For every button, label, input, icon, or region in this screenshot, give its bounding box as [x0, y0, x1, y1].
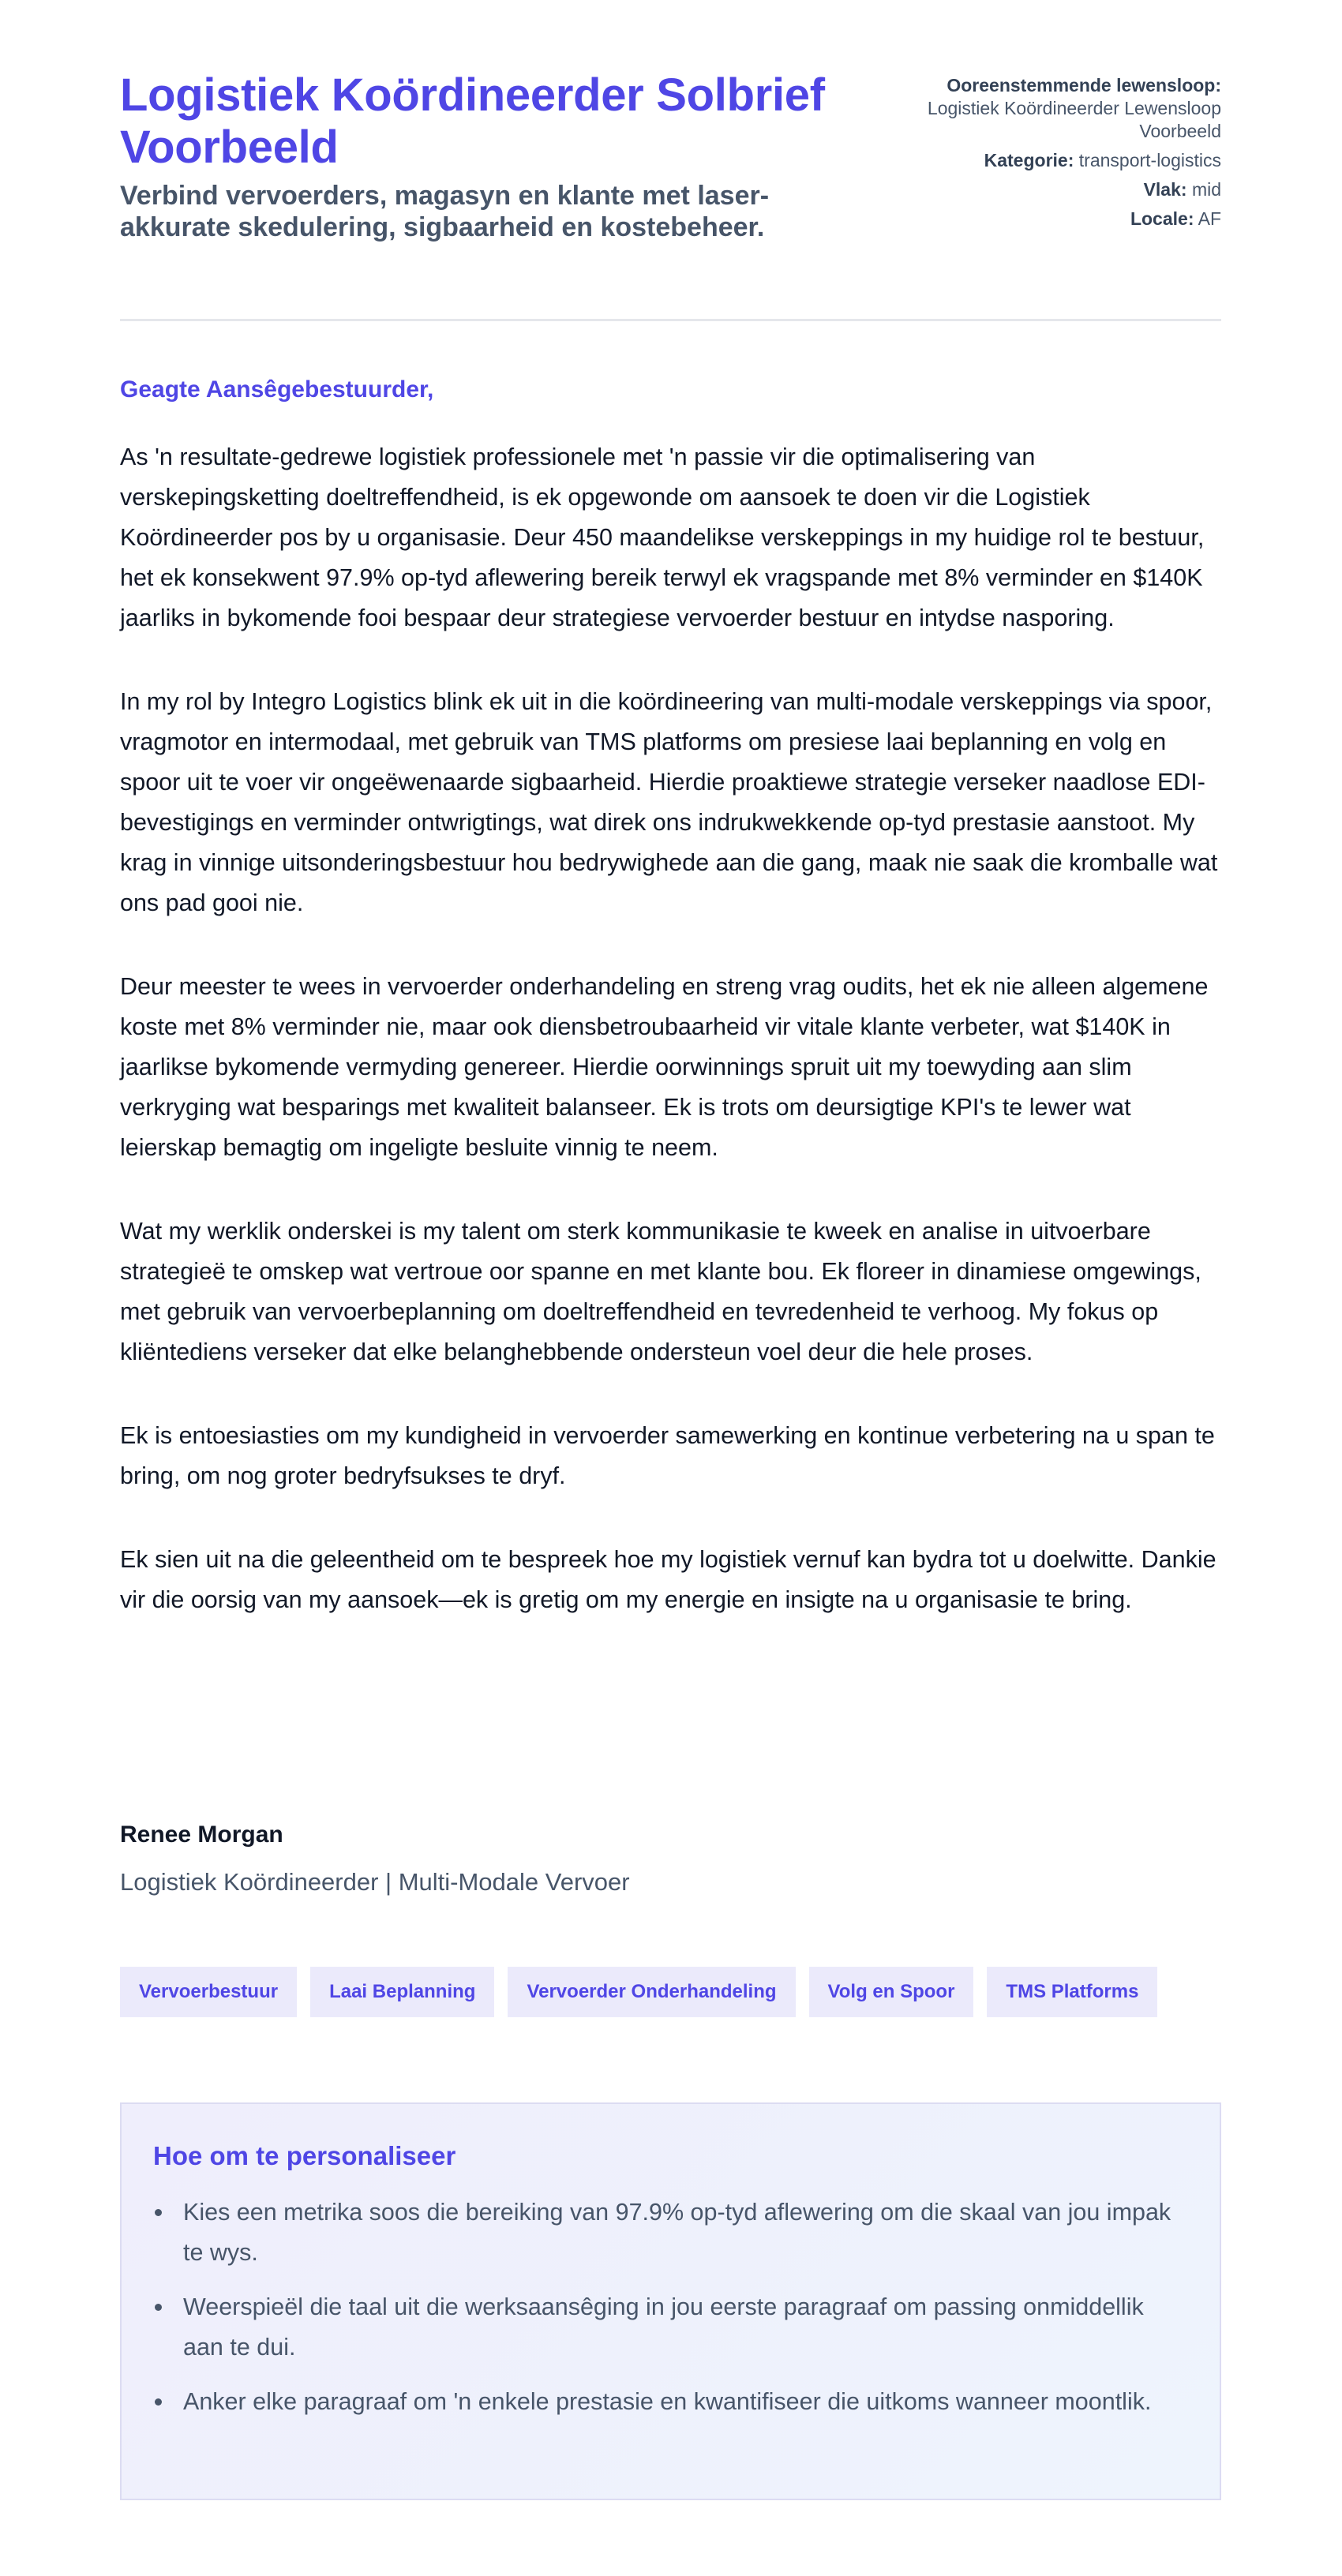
tips-item-text: Weerspieël die taal uit die werksaansêging in jou eerste paragraaf om passing onmiddellik aan te dui.: [183, 2293, 1144, 2361]
meta-category-value: transport-logistics: [1078, 150, 1221, 170]
bullet-icon: [155, 2209, 162, 2216]
meta-resume-value: Logistiek Koördineerder Lewensloop Voorbeeld: [927, 98, 1221, 141]
meta-locale: [850, 208, 1221, 230]
meta-level-value: mid: [1191, 179, 1221, 200]
letter-paragraph: As 'n resultate-gedrewe logistiek professionele met 'n passie vir die optimalisering van verskepingsketting doeltreffendheid, is ek opgewonde om aansoek te doen vir die Logistiek Koördineerder pos by u organisasie. Deur 450 maandelikse verskeppings in my huidige rol te bestuur, het ek konsekwent 97.9% op-tyd aflewering bereik terwyl ek vragspande met 8% verminder en $140K jaarliks in bykomende fooi bespaar deur strategiese vervoerder bestuur en intydse nasporing.: [120, 444, 1205, 631]
skill-tag: Volg en Spoor: [809, 1967, 974, 2017]
letter-body: [120, 437, 1221, 1664]
skill-tag: Laai Beplanning: [310, 1967, 494, 2017]
meta-info: [850, 74, 1221, 237]
tips-item-text: Anker elke paragraaf om 'n enkele prestasie en kwantifiseer die uitkoms wanneer moontlik.: [183, 2388, 1152, 2415]
skill-tag: Vervoerder Onderhandeling: [508, 1967, 795, 2017]
bullet-icon: [155, 2398, 162, 2406]
bullet-icon: [155, 2304, 162, 2311]
meta-locale-label: Locale:: [1130, 208, 1194, 229]
page-header: [120, 0, 1221, 320]
tips-list-item: [183, 2192, 1188, 2273]
letter-paragraph: Wat my werklik onderskei is my talent om sterk kommunikasie te kweek en analise in uitvoerbare strategieë te omskep wat vertroue oor spanne en met klante bou. Ek floreer in dinamiese omgewings, met gebruik van vervoerbeplanning om doeltreffendheid en tevredenheid te verhoog. My fokus op kliëntediens verseker dat elke belanghebbende ondersteun voel deur die hele proses.: [120, 1218, 1201, 1365]
meta-matching-resume: [850, 74, 1221, 143]
cover-letter-page: [120, 0, 1221, 2415]
letter-paragraph: Ek is entoesiasties om my kundigheid in vervoerder samewerking en kontinue verbetering na u span te bring, om nog groter bedryfsukses te dryf.: [120, 1422, 1215, 1489]
page-title: Logistiek Koördineerder Solbrief Voorbeeld: [120, 69, 825, 173]
page-subtitle: Verbind vervoerders, magasyn en klante met laser-akkurate skedulering, sigbaarheid en kostebeheer.: [120, 181, 770, 242]
skill-tag: TMS Platforms: [987, 1967, 1157, 2017]
tips-list: [153, 2192, 1188, 2422]
tips-list-item: [183, 2382, 1188, 2422]
signature-title: Logistiek Koördineerder | Multi-Modale Vervoer: [120, 1868, 630, 1896]
meta-category: [850, 149, 1221, 172]
letter-paragraph: Ek sien uit na die geleentheid om te bespreek hoe my logistiek vernuf kan bydra tot u doelwitte. Dankie vir die oorsig van my aansoek—ek is gretig om my energie en insigte na u organisasie te bring.: [120, 1546, 1216, 1613]
tips-item-text: Kies een metrika soos die bereiking van 97.9% op-tyd aflewering om die skaal van jou impak te wys.: [183, 2199, 1171, 2266]
letter-salutation: Geagte Aansêgebestuurder,: [120, 376, 434, 402]
letter-paragraph: In my rol by Integro Logistics blink ek uit in die koördineering van multi-modale verskeppings via spoor, vragmotor en intermodaal, met gebruik van TMS platforms om presiese laai beplanning en volg en spoor uit te voer vir ongeëwenaarde sigbaarheid. Hierdie proaktiewe strategie verseker naadlose EDI-bevestigings en verminder ontwrigtings, wat direk ons indrukwekkende op-tyd prestasie aanstoot. My krag in vinnige uitsonderingsbestuur hou bedrywighede aan die gang, maak nie saak die kromballe wat ons pad gooi nie.: [120, 688, 1218, 916]
meta-level-label: Vlak:: [1143, 179, 1187, 200]
tips-title: Hoe om te personaliseer: [153, 2141, 456, 2170]
header-divider: [120, 319, 1221, 321]
meta-locale-value: AF: [1198, 208, 1221, 229]
skill-tags: [120, 1967, 1157, 2017]
tips-list-item: [183, 2287, 1188, 2368]
meta-level: [850, 178, 1221, 201]
meta-resume-label: Ooreenstemmende lewensloop:: [947, 75, 1221, 95]
signature-name: Renee Morgan: [120, 1822, 283, 1848]
meta-category-label: Kategorie:: [984, 150, 1074, 170]
letter-paragraph: Deur meester te wees in vervoerder onderhandeling en streng vrag oudits, het ek nie alleen algemene koste met 8% verminder nie, maar ook diensbetroubaarheid vir vitale klante verbeter, wat $140K in jaarlikse bykomende vermyding genereer. Hierdie oorwinnings spruit uit my toewyding aan slim verkryging wat besparings met kwaliteit balanseer. Ek is trots om deursigtige KPI's te lewer wat leierskap bemagtig om ingeligte besluite vinnig te neem.: [120, 973, 1209, 1161]
personalize-tips-box: [120, 2102, 1221, 2500]
skill-tag: Vervoerbestuur: [120, 1967, 297, 2017]
letter-signature: [120, 1818, 630, 1900]
